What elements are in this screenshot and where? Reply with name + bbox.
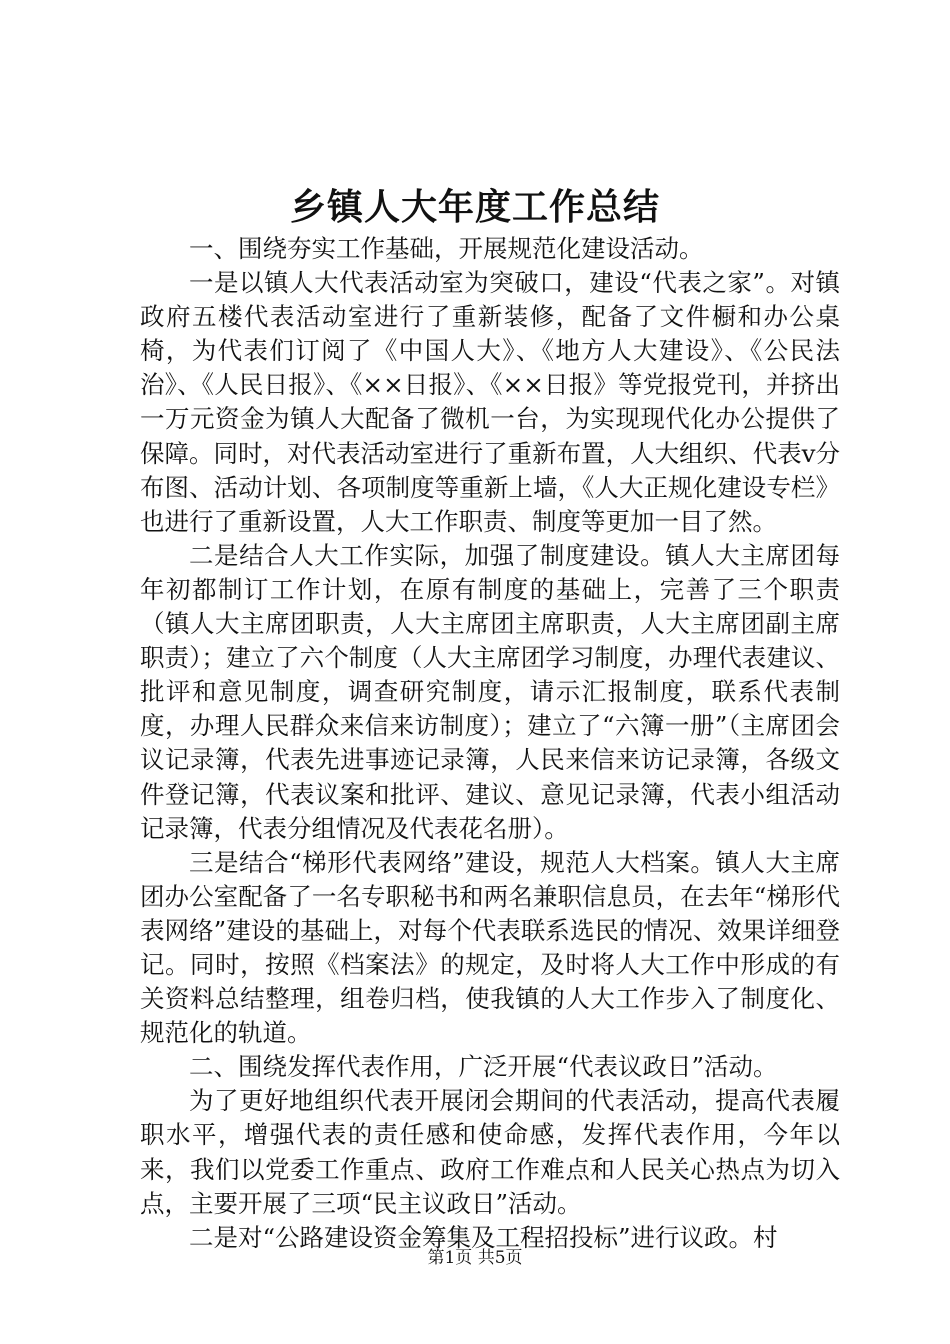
paragraph: 二是对“公路建设资金筹集及工程招投标”进行议政。村 — [189, 1222, 778, 1252]
paragraph: 为了更好地组织代表开展闭会期间的代表活动，提高代表履职水平，增强代表的责任感和使命感，发挥代表作用，今年以来，我们以党委工作重点、政府工作难点和人民关心热点为切入点，主要开展了三项“民主议政日”活动。 — [140, 1086, 840, 1218]
paragraph: 一、围绕夯实工作基础，开展规范化建设活动。 — [189, 234, 704, 263]
page-footer: 第1页 共5页 — [427, 1248, 523, 1268]
paragraph: 三是结合“梯形代表网络”建设，规范人大档案。镇人大主席团办公室配备了一名专职秘书和两名兼职信息员，在去年“梯形代表网络”建设的基础上，对每个代表联系选民的情况、效果详细登记。同时，按照《档案法》的规定，及时将人大工作中形成的有关资料总结整理，组卷归档，使我镇的人大工作步入了制度化、规范化的轨道。 — [140, 847, 840, 1048]
document-title: 乡镇人大年度工作总结 — [289, 186, 660, 228]
paragraph: 二是结合人大工作实际，加强了制度建设。镇人大主席团每年初都制订工作计划，在原有制度的基础上，完善了三个职责（镇人大主席团职责，人大主席团主席职责，人大主席团副主席职责）；建立了六个制度（人大主席团学习制度，办理代表建议、批评和意见制度，调查研究制度，请示汇报制度，联系代表制度，办理人民群众来信来访制度）；建立了“六簿一册”（主席团会议记录簿，代表先进事迹记录簿，人民来信来访记录簿，各级文件登记簿，代表议案和批评、建议、意见记录簿，代表小组活动记录簿，代表分组情况及代表花名册）。 — [140, 540, 840, 843]
document-body — [140, 232, 840, 1255]
paragraph: 一是以镇人大代表活动室为突破口，建设“代表之家”。对镇政府五楼代表活动室进行了重新装修，配备了文件橱和办公桌椅，为代表们订阅了《中国人大》、《地方人大建设》、《公民法治》、《人民日报》、《××日报》、《××日报》等党报党刊，并挤出一万元资金为镇人大配备了微机一台，为实现现代化办公提供了保障。同时，对代表活动室进行了重新布置，人大组织、代表v分布图、活动计划、各项制度等重新上墙，《人大正规化建设专栏》也进行了重新设置，人大工作职责、制度等更加一目了然。 — [140, 268, 840, 536]
paragraph: 二、围绕发挥代表作用，广泛开展“代表议政日”活动。 — [189, 1052, 778, 1082]
